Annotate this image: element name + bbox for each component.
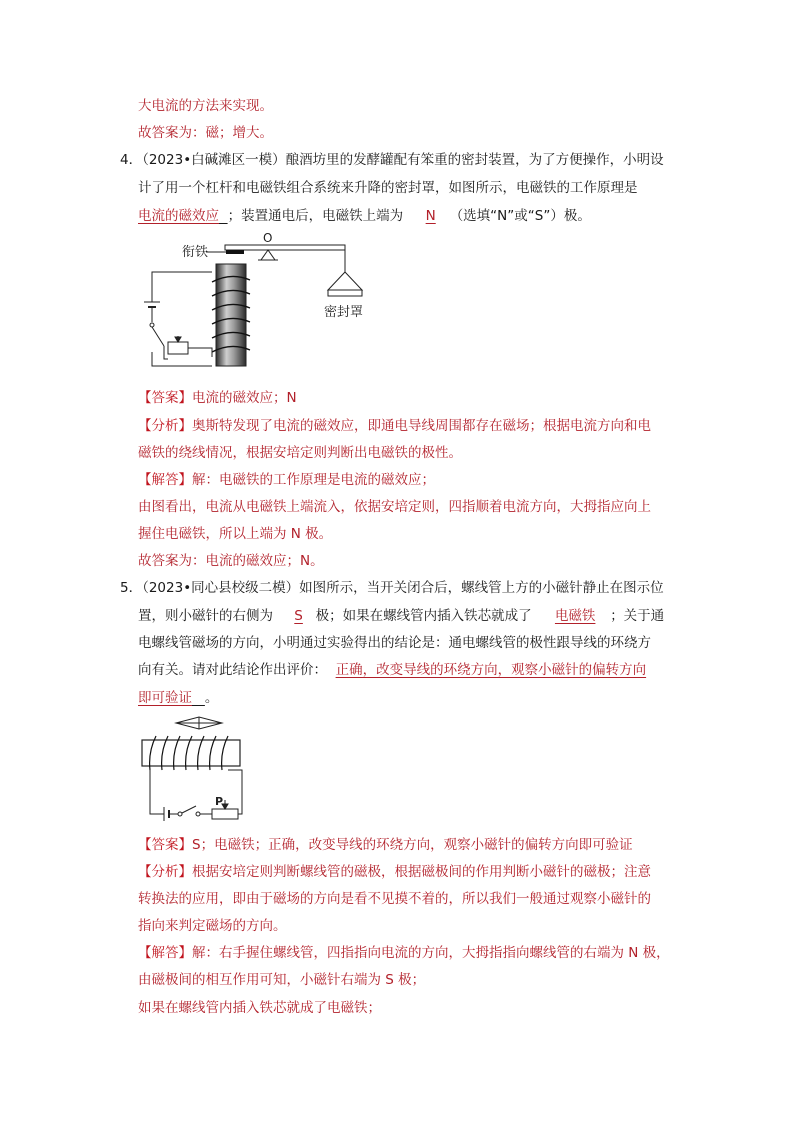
analysis-tag: 【分析】: [138, 418, 192, 434]
question-5-line-5: [138, 688, 218, 708]
answer-line: [138, 835, 633, 855]
solution-line: [138, 943, 670, 963]
question-5-line-3: 电螺线管磁场的方向，小明通过实验得出的结论是：通电螺线管的极性跟导线的环绕方: [138, 635, 651, 651]
analysis-line: 磁铁的绕线情况，根据安培定则判断出电磁铁的极性。: [138, 445, 462, 461]
question-text: （选填“N”或“S”）极。: [449, 208, 591, 224]
question-text: （2023•同心县校级二模）如图所示，当开关闭合后，螺线管上方的小磁针静止在图示位: [142, 580, 664, 596]
answer-blank: 即可验证: [138, 690, 192, 706]
analysis-tag: 【分析】: [138, 864, 192, 880]
question-text: 。: [204, 690, 219, 706]
analysis-text: 奥斯特发现了电流的磁效应，即通电导线周围都存在磁场；根据电流方向和电: [192, 418, 651, 434]
analysis-text: 根据安培定则判断螺线管的磁极，根据磁极间的作用判断小磁针的磁极；注意: [192, 864, 651, 880]
analysis-line: [138, 862, 651, 882]
answer-blank: 电流的磁效应: [138, 208, 219, 224]
question-text: ；装置通电后，电磁铁上端为: [227, 208, 404, 224]
solution-line: [138, 470, 435, 490]
question-5-line-4: [138, 660, 646, 680]
question-text: ；关于通: [610, 608, 665, 624]
question-5-line-2: [138, 606, 664, 626]
answer-line: [138, 388, 297, 408]
question-text: 极；如果在螺线管内插入铁芯就成了: [315, 608, 532, 624]
question-5-line-1: [120, 578, 664, 598]
answer-blank: 正确，改变导线的环绕方向，观察小磁针的偏转方向: [335, 662, 647, 678]
solution-line: 由磁极间的相互作用可知，小磁针右端为 S 极；: [138, 972, 426, 988]
armature-label: 衔铁: [182, 245, 209, 260]
figure-electromagnet-lever: [140, 232, 370, 372]
cover-label: 密封罩: [324, 305, 364, 320]
solution-tag: 【解答】: [138, 945, 192, 961]
analysis-line: 指向来判定磁场的方向。: [138, 918, 287, 934]
final-answer-line: 故答案为：电流的磁效应；N。: [138, 553, 324, 569]
analysis-line: 转换法的应用，即由于磁场的方向是看不见摸不着的，所以我们一般通过观察小磁针的: [138, 891, 651, 907]
answer-tag: 【答案】: [138, 837, 192, 853]
solution-tag: 【解答】: [138, 472, 192, 488]
text-line: 大电流的方法来实现。: [138, 98, 273, 114]
solution-line: 由图看出，电流从电磁铁上端流入，依据安培定则，四指顺着电流方向，大拇指应向上: [138, 499, 651, 515]
figure-solenoid-compass: [136, 712, 246, 824]
question-number: 5．: [120, 580, 143, 596]
solution-text: 解：电磁铁的工作原理是电流的磁效应；: [192, 472, 435, 488]
question-number: 4．: [120, 152, 143, 168]
question-4-line-2: 计了用一个杠杆和电磁铁组合系统来升降的密封罩，如图所示，电磁铁的工作原理是: [138, 180, 638, 196]
solution-line: 握住电磁铁，所以上端为 N 极。: [138, 526, 333, 542]
analysis-line: [138, 416, 651, 436]
answer-text: S；电磁铁；正确，改变导线的环绕方向，观察小磁针的偏转方向即可验证: [192, 837, 633, 853]
question-text: （2023•白碱滩区一模）酿酒坊里的发酵罐配有笨重的密封装置，为了方便操作，小明设: [142, 152, 664, 168]
solution-line: 如果在螺线管内插入铁芯就成了电磁铁；: [138, 1000, 381, 1016]
pivot-label: O: [263, 232, 273, 245]
question-4-line-3: [138, 206, 591, 226]
question-text: 向有关。请对此结论作出评价：: [138, 662, 327, 678]
solution-text: 解：右手握住螺线管，四指指向电流的方向，大拇指指向螺线管的右端为 N 极，: [192, 945, 670, 961]
answer-text: 电流的磁效应；N: [192, 390, 297, 406]
answer-blank: 电磁铁: [554, 608, 596, 624]
question-text: 置，则小磁针的右侧为: [138, 608, 273, 624]
text-line: 故答案为：磁；增大。: [138, 125, 273, 141]
answer-blank: N: [425, 208, 436, 224]
answer-blank: S: [294, 608, 303, 624]
answer-tag: 【答案】: [138, 390, 192, 406]
question-4-line-1: [120, 150, 664, 170]
slider-label: P: [215, 795, 224, 808]
